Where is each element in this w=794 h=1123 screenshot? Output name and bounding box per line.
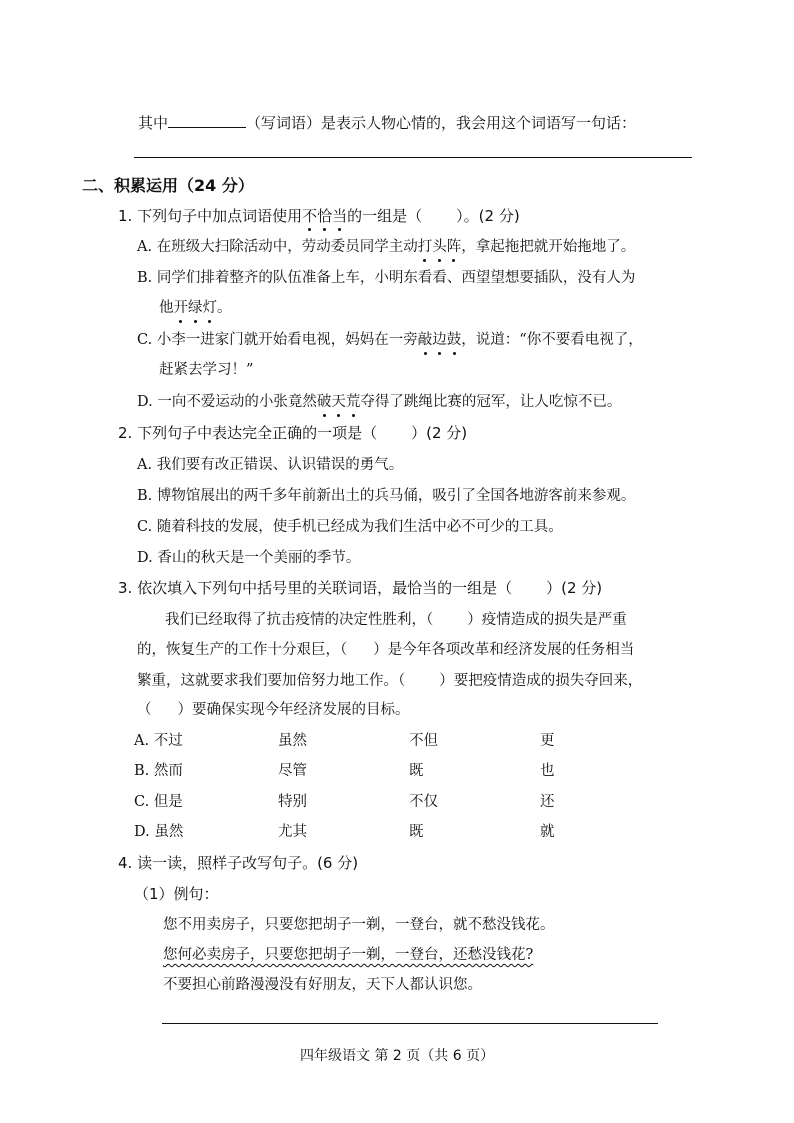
emphasis-char: 恰 <box>317 207 333 225</box>
emphasis-char: 绿 <box>188 300 203 316</box>
stem-text: 1. 下列句子中加点词语使用 <box>118 207 303 225</box>
q2-option-b: B. 博物馆展出的两千多年前新出土的兵马俑，吸引了全国各地游客前来参观。 <box>137 488 636 504</box>
q3-passage-line-3 <box>137 671 642 691</box>
question-3-stem <box>118 578 602 598</box>
emphasis-char: 灯 <box>202 300 217 316</box>
q1-option-c <box>137 330 643 350</box>
q3-option-a-col2: 虽然 <box>278 733 307 749</box>
dotted-word <box>418 239 462 255</box>
question-2-stem <box>118 423 467 443</box>
q2-option-a: A. 我们要有改正错误、认识错误的勇气。 <box>137 457 404 473</box>
q4-sub1-label: （1）例句： <box>134 885 219 903</box>
q1-option-c-line2: 赶紧去学习！” <box>159 362 254 378</box>
emphasis-char: 头 <box>432 239 447 255</box>
q3-option-d-col2: 尤其 <box>278 824 307 840</box>
q3-option-c-col1: C. 但是 <box>134 794 183 810</box>
emphasis-char: 阵 <box>446 239 462 255</box>
emphasis-char: 破 <box>316 394 332 410</box>
writing-line[interactable] <box>134 157 692 158</box>
q3-option-c-col3: 不仅 <box>409 794 438 810</box>
q1-option-b-line2 <box>159 298 232 318</box>
passage-text: ）要确保实现今年经济发展的目标。 <box>177 702 410 718</box>
emphasis-char: 敲 <box>417 332 433 348</box>
q1-option-b: B. 同学们排着整齐的队伍准备上车，小明东看看、西望望想要插队，没有人为 <box>137 270 636 286</box>
q3-passage-line-2 <box>137 640 634 660</box>
fill-in-prompt <box>138 111 636 133</box>
stem-text: 2. 下列句子中表达完全正确的一项是（ <box>118 424 378 442</box>
option-text: 他 <box>159 300 174 316</box>
stem-text: 的一组是（ <box>347 207 423 225</box>
section-title: 二、积累运用（24 分） <box>82 176 254 195</box>
stem-text: ）。(2 分) <box>456 207 520 225</box>
dotted-word <box>418 332 462 348</box>
stem-text: ）(2 分) <box>411 424 468 442</box>
q3-option-d-col4: 就 <box>540 824 555 840</box>
q3-passage-line-4 <box>137 700 410 720</box>
q3-option-b-col4: 也 <box>540 763 555 779</box>
option-text: 夺得了跳绳比赛的冠军，让人吃惊不已。 <box>360 394 622 410</box>
q3-option-d-col3: 既 <box>409 824 424 840</box>
q3-passage-line-1 <box>165 610 627 630</box>
q3-option-b-col3: 既 <box>409 763 424 779</box>
dotted-word <box>317 394 361 410</box>
q3-option-a-col3: 不但 <box>409 733 438 749</box>
answer-blank[interactable] <box>168 111 246 128</box>
option-text: ，说道：“你不要看电视了， <box>461 332 643 348</box>
option-text: C. 小李一进家门就开始看电视，妈妈在一旁 <box>137 332 418 348</box>
question-1-stem <box>118 206 520 226</box>
q2-option-c: C. 随着科技的发展，使手机已经成为我们生活中必不可少的工具。 <box>137 519 563 535</box>
emphasis-char: 打 <box>417 239 433 255</box>
passage-text: ）是今年各项改革和经济发展的任务相当 <box>373 642 635 658</box>
q2-option-d: D. 香山的秋天是一个美丽的季节。 <box>137 550 361 566</box>
passage-text: 繁重，这就要求我们要加倍努力地工作。（ <box>137 673 406 689</box>
emphasis-dotted-word <box>302 207 347 225</box>
passage-text: 我们已经取得了抗击疫情的决定性胜利，（ <box>165 612 434 628</box>
emphasis-char: 当 <box>332 207 348 225</box>
q3-option-b-col1: B. 然而 <box>134 763 183 779</box>
prompt-before: 其中 <box>138 114 169 132</box>
q3-option-a-col1: A. 不过 <box>134 733 183 749</box>
option-text: A. 在班级大扫除活动中，劳动委员同学主动 <box>137 239 418 255</box>
prompt-after: （写词语）是表示人物心情的，我会用这个词语写一句话： <box>246 114 637 132</box>
question-4-stem: 4. 读一读，照样子改写句子。(6 分) <box>118 854 359 872</box>
q3-option-d-col1: D. 虽然 <box>134 824 184 840</box>
q1-option-a <box>137 237 635 257</box>
option-text: ，拿起拖把就开始拖地了。 <box>461 239 636 255</box>
passage-text: （ <box>137 702 152 718</box>
emphasis-char: 开 <box>173 300 188 316</box>
page-footer: 四年级语文 第 2 页（共 6 页） <box>300 1048 495 1064</box>
answer-line[interactable] <box>162 1023 658 1024</box>
q3-option-c-col2: 特别 <box>278 794 307 810</box>
q3-option-c-col4: 还 <box>540 794 555 810</box>
emphasis-char: 鼓 <box>446 332 462 348</box>
stem-text: 3. 依次填入下列句中括号里的关联词语，最恰当的一组是（ <box>118 579 513 597</box>
emphasis-char: 天 <box>331 394 346 410</box>
q4-task-sentence: 不要担心前路漫漫没有好朋友，天下人都认识您。 <box>163 977 482 993</box>
passage-text: 的，恢复生产的工作十分艰巨，（ <box>137 642 348 658</box>
option-text: D. 一向不爱运动的小张竟然 <box>137 394 317 410</box>
q3-option-a-col4: 更 <box>540 733 555 749</box>
emphasis-char: 不 <box>302 207 318 225</box>
passage-text: ）疫情造成的损失是严重 <box>467 612 627 628</box>
dotted-word <box>174 300 218 316</box>
q1-option-d <box>137 392 621 412</box>
option-text: 。 <box>217 300 232 316</box>
passage-text: ）要把疫情造成的损失夺回来， <box>439 673 643 689</box>
q4-example-rewritten: 您何必卖房子，只要您把胡子一剃，一登台，还愁没钱花? <box>163 947 534 963</box>
stem-text: ）(2 分) <box>546 579 603 597</box>
q3-option-b-col2: 尽管 <box>278 763 307 779</box>
emphasis-char: 荒 <box>345 394 361 410</box>
emphasis-char: 边 <box>432 332 447 348</box>
q4-example-original: 您不用卖房子，只要您把胡子一剃，一登台，就不愁没钱花。 <box>163 917 555 933</box>
